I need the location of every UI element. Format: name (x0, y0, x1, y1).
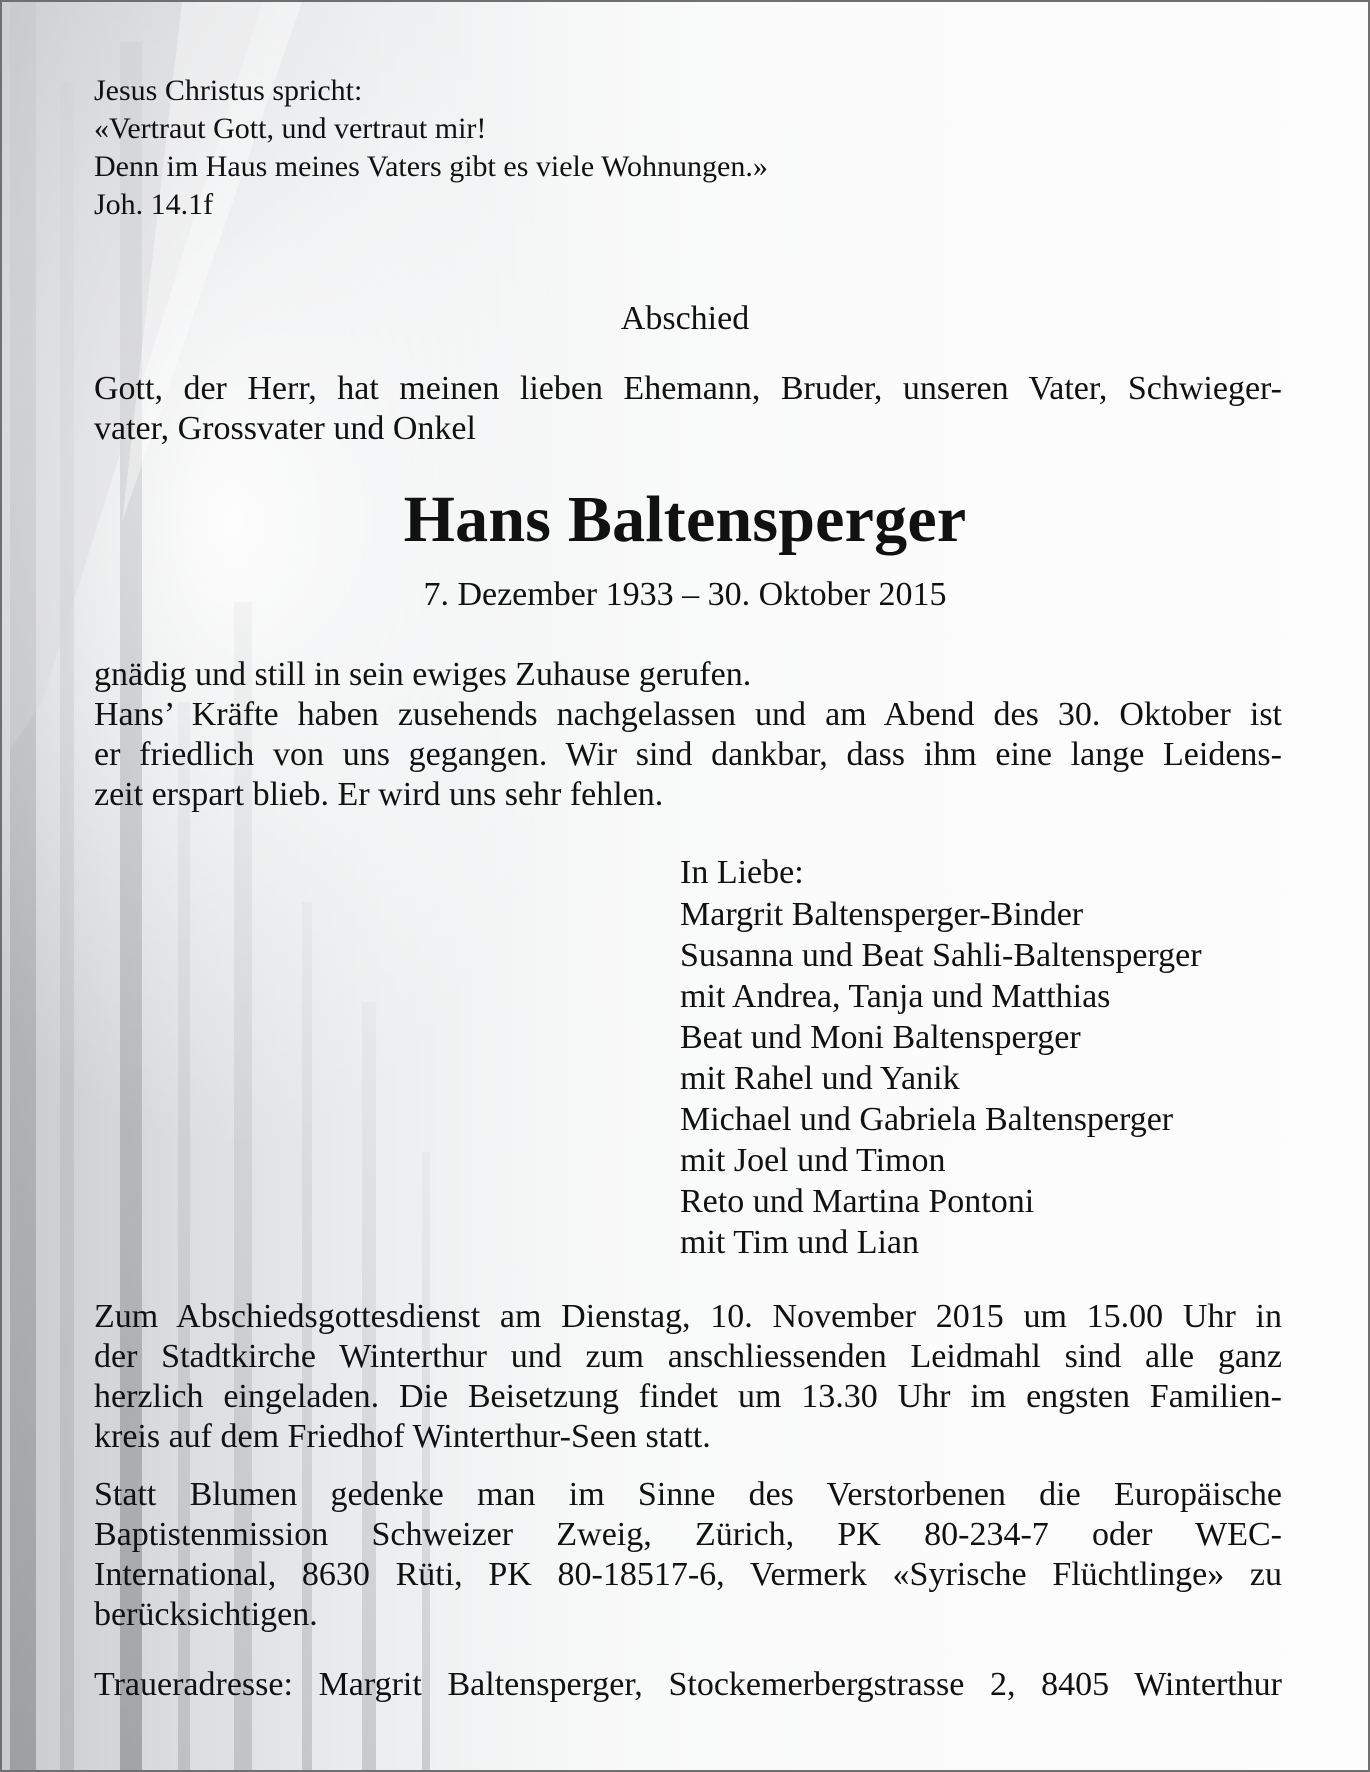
service-line-3: herzlich eingeladen. Die Beisetzung findet um 13.30 Uhr im engsten Familien- (94, 1378, 1282, 1415)
deceased-dates: 7. Dezember 1933 – 30. Oktober 2015 (423, 576, 947, 613)
mourner-name: mit Andrea, Tanja und Matthias (680, 978, 1111, 1015)
donation-line-2: Baptistenmission Schweizer Zweig, Zürich, PK 80-234-7 oder WEC- (94, 1516, 1282, 1553)
body-line-3: er friedlich von uns gegangen. Wir sind dankbar, dass ihm eine lange Leidens- (94, 736, 1282, 773)
mourners-label: In Liebe: (680, 854, 804, 891)
mourner-name: mit Tim und Lian (680, 1224, 919, 1261)
mourner-name: Margrit Baltensperger-Binder (680, 896, 1084, 933)
deceased-name: Hans Baltensperger (403, 483, 967, 556)
donation-line-4: berücksichtigen. (94, 1596, 318, 1633)
mourner-name: Beat und Moni Baltensperger (680, 1019, 1081, 1056)
intro-line-1: Gott, der Herr, hat meinen lieben Ehemann, Bruder, unseren Vater, Schwieger- (94, 370, 1282, 407)
mourning-address: Traueradresse: Margrit Baltensperger, Stockemerbergstrasse 2, 8405 Winterthur (94, 1666, 1282, 1703)
service-line-2: der Stadtkirche Winterthur und zum anschliessenden Leidmahl sind alle ganz (94, 1338, 1282, 1375)
body-line-4: zeit erspart blieb. Er wird uns sehr fehlen. (94, 776, 664, 813)
heading-abschied: Abschied (620, 300, 750, 337)
mourner-name: mit Joel und Timon (680, 1142, 946, 1179)
donation-line-1: Statt Blumen gedenke man im Sinne des Verstorbenen die Europäische (94, 1476, 1282, 1513)
mourner-name: mit Rahel und Yanik (680, 1060, 960, 1097)
body-line-2: Hans’ Kräfte haben zusehends nachgelassen und am Abend des 30. Oktober ist (94, 696, 1282, 733)
verse-line-1: Jesus Christus spricht: (94, 74, 363, 107)
service-line-4: kreis auf dem Friedhof Winterthur-Seen statt. (94, 1418, 711, 1455)
mourner-name: Reto und Martina Pontoni (680, 1183, 1035, 1220)
body-line-1: gnädig und still in sein ewiges Zuhause gerufen. (94, 656, 752, 693)
mourner-name: Susanna und Beat Sahli-Baltensperger (680, 937, 1202, 974)
donation-line-3: International, 8630 Rüti, PK 80-18517-6, Vermerk «Syrische Flüchtlinge» zu (94, 1556, 1282, 1593)
verse-reference: Joh. 14.1f (94, 188, 214, 221)
intro-line-2: vater, Grossvater und Onkel (94, 410, 476, 447)
verse-line-2: «Vertraut Gott, und vertraut mir! (94, 112, 487, 145)
mourner-name: Michael und Gabriela Baltensperger (680, 1101, 1174, 1138)
verse-line-3: Denn im Haus meines Vaters gibt es viele Wohnungen.» (94, 150, 768, 183)
service-line-1: Zum Abschiedsgottesdienst am Dienstag, 10. November 2015 um 15.00 Uhr in (94, 1298, 1282, 1335)
